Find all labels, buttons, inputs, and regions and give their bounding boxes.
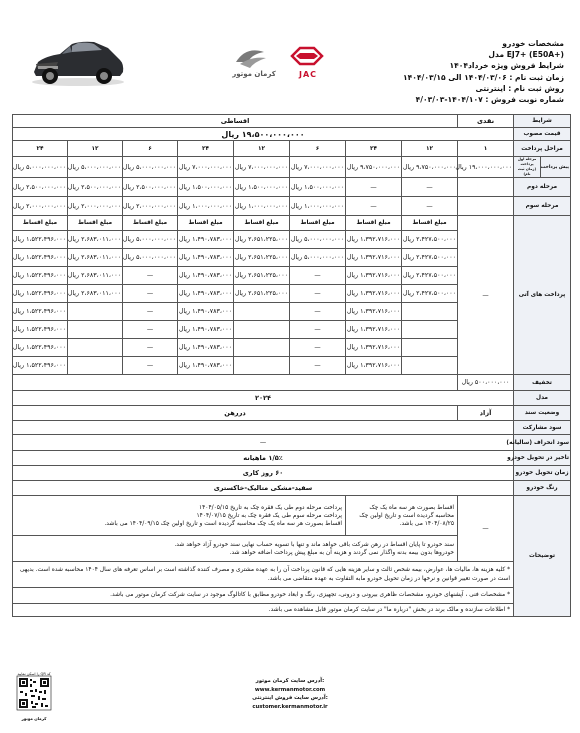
installment-cell: ۲،۶۵۱،۲۲۵،۰۰۰ ریال xyxy=(234,249,290,267)
installment-cell xyxy=(402,339,458,357)
first-stage-label: پیش پرداخت xyxy=(541,157,571,178)
color-value: سفید-مشکی متالیک-خاکستری xyxy=(13,481,514,496)
installment-cell xyxy=(68,303,123,321)
site-link-2[interactable]: customer.kermanmotor.ir xyxy=(252,703,328,710)
third-stage-cell: ۱،۰۰۰،۰۰۰،۰۰۰ ریال xyxy=(290,197,346,216)
first-stage-cell: ۷،۰۰۰،۰۰۰،۰۰۰ ریال xyxy=(290,157,346,178)
row-notes-4 xyxy=(13,588,571,604)
first-stage-cell: ۹،۷۵۰،۰۰۰،۰۰۰ ریال xyxy=(346,157,402,178)
status-label: وضعیت سند xyxy=(514,406,571,421)
stages-label: مراحل پرداخت xyxy=(514,141,571,157)
installment-cell: ۲،۶۸۳،۰۱۱،۰۰۰ ریال xyxy=(68,267,123,285)
installment-cell xyxy=(234,357,290,375)
info-terms: شرایط فروش ویژه خرداد۱۴۰۴ xyxy=(449,61,564,71)
row-price xyxy=(13,128,571,141)
installment-cell: ۱،۵۲۲،۴۹۶،۰۰۰ ریال xyxy=(13,321,68,339)
row-notes-3 xyxy=(13,562,571,588)
installments-cash: — xyxy=(458,216,514,375)
installment-cell: ۲،۶۸۳،۰۱۱،۰۰۰ ریال xyxy=(68,249,123,267)
installment-cell: ۱،۳۹۲،۷۱۶،۰۰۰ ریال xyxy=(346,267,402,285)
site-link-1[interactable]: www.kermanmotor.com xyxy=(254,686,326,693)
status-installment: دررهن xyxy=(13,406,458,421)
row-discount xyxy=(13,375,571,391)
installment-cell: — xyxy=(123,267,178,285)
delivery-value: ۶۰ روز کاری xyxy=(13,466,514,481)
kerman-motor-logo xyxy=(230,42,330,86)
third-stage-cell: — xyxy=(402,197,458,216)
installment-cell: ۱،۵۲۲،۴۹۶،۰۰۰ ریال xyxy=(13,267,68,285)
info-title: مشخصات خودرو xyxy=(502,39,564,48)
row-delivery xyxy=(13,466,571,481)
row-color xyxy=(13,481,571,496)
second-stage-cell: ۱،۵۰۰،۰۰۰،۰۰۰ ریال xyxy=(234,178,290,197)
installment-cell: ۱،۳۹۲،۷۱۶،۰۰۰ ریال xyxy=(346,249,402,267)
installment-cell: ۲،۴۲۷،۵۰۰،۰۰۰ ریال xyxy=(402,231,458,249)
installment-cell xyxy=(402,357,458,375)
row-document-status xyxy=(13,406,571,421)
installment-cell: — xyxy=(123,303,178,321)
installment-head: مبلغ اقساط xyxy=(13,216,68,231)
installment-header: اقساطی xyxy=(13,115,458,128)
installment-head: مبلغ اقساط xyxy=(68,216,123,231)
row-installments-head xyxy=(13,216,571,231)
installment-cell: — xyxy=(123,339,178,357)
row-model xyxy=(13,391,571,406)
installment-cell: ۱،۳۹۲،۷۱۶،۰۰۰ ریال xyxy=(346,285,402,303)
second-stage-cell: ۲،۵۰۰،۰۰۰،۰۰۰ ریال xyxy=(68,178,123,197)
installment-cell xyxy=(68,321,123,339)
note-full xyxy=(13,536,458,562)
stage-col: ۲۴ xyxy=(13,141,68,157)
delivery-label: زمان تحویل خودرو xyxy=(514,466,571,481)
row-partnership xyxy=(13,421,571,435)
model-value: ۲۰۲۴ xyxy=(13,391,514,406)
row-stages xyxy=(13,141,571,157)
second-stage-cell: ۲،۵۰۰،۰۰۰،۰۰۰ ریال xyxy=(123,178,178,197)
installment-cell: — xyxy=(123,321,178,339)
installment-head: مبلغ اقساط xyxy=(234,216,290,231)
notes-cash: — xyxy=(458,496,514,562)
installment-cell: — xyxy=(290,285,346,303)
installment-cell: — xyxy=(290,321,346,339)
notes-label: توضیحات xyxy=(514,496,571,617)
qr-code xyxy=(15,672,53,720)
discount-label: تخفیف xyxy=(514,375,571,391)
installment-cell: ۱،۴۹۰،۷۸۳،۰۰۰ ریال xyxy=(178,231,234,249)
note-b3: اقساط بصورت هر سه ماه یک چک محاسبه گردیده است و تاریخ اولین چک ۱۴۰۴/۰۹/۱۵ می باشد. xyxy=(104,520,343,527)
third-stage-cell: ۲،۰۰۰،۰۰۰،۰۰۰ ریال xyxy=(68,197,123,216)
header xyxy=(0,0,580,110)
second-stage-cell: ۲،۵۰۰،۰۰۰،۰۰۰ ریال xyxy=(13,178,68,197)
installment-cell: ۱،۳۹۲،۷۱۶،۰۰۰ ریال xyxy=(346,339,402,357)
jac-text: JAC xyxy=(298,70,318,79)
row-notes-1 xyxy=(13,496,571,536)
row-notes-5 xyxy=(13,604,571,617)
installment-cell: ۱،۴۹۰،۷۸۳،۰۰۰ ریال xyxy=(178,303,234,321)
deviation-value: — xyxy=(13,435,514,451)
first-stage-cell: ۵،۰۰۰،۰۰۰،۰۰۰ ریال xyxy=(123,157,178,178)
second-stage-cell: — xyxy=(402,178,458,197)
installment-cell: ۱،۴۹۰،۷۸۳،۰۰۰ ریال xyxy=(178,339,234,357)
installment-cell: ۲،۶۸۳،۰۱۱،۰۰۰ ریال xyxy=(68,231,123,249)
note-installment-a: اقساط بصورت هر سه ماه یک چک محاسبه گردیده است و تاریخ اولین چک ۱۴۰۴/۰۸/۲۵ می باشد. xyxy=(346,496,458,536)
third-stage-cell: ۲،۰۰۰،۰۰۰،۰۰۰ ریال xyxy=(123,197,178,216)
note-installment-b xyxy=(13,496,346,536)
installment-cell: ۱،۳۹۲،۷۱۶،۰۰۰ ریال xyxy=(346,303,402,321)
installment-head: مبلغ اقساط xyxy=(290,216,346,231)
status-cash: آزاد xyxy=(458,406,514,421)
installment-cell: — xyxy=(123,285,178,303)
installment-cell xyxy=(68,339,123,357)
footer-sites xyxy=(195,677,385,711)
stage-col: ۱۲ xyxy=(68,141,123,157)
first-stage-cell: ۹،۷۵۰،۰۰۰،۰۰۰ ریال xyxy=(402,157,458,178)
info-registration-method: روش ثبت نام : اینترنتی xyxy=(475,83,564,93)
site-label-1: آدرس سایت کرمان موتور: xyxy=(255,678,325,684)
installment-cell: ۱،۴۹۰،۷۸۳،۰۰۰ ریال xyxy=(178,267,234,285)
partnership-label: سود مشارکت xyxy=(514,421,571,435)
row-delay xyxy=(13,451,571,466)
stage-col: ۶ xyxy=(123,141,178,157)
kerman-motor-text: کرمان موتور xyxy=(232,70,276,78)
installment-cell: ۱،۴۹۰،۷۸۳،۰۰۰ ریال xyxy=(178,249,234,267)
installment-cell: ۲،۶۵۱،۲۲۵،۰۰۰ ریال xyxy=(234,231,290,249)
installment-cell xyxy=(234,303,290,321)
installment-cell xyxy=(68,357,123,375)
installment-cell: ۲،۴۲۷،۵۰۰،۰۰۰ ریال xyxy=(402,285,458,303)
installment-cell: ۲،۶۵۱،۲۲۵،۰۰۰ ریال xyxy=(234,285,290,303)
note-full-2: خودروها بدون بیمه بدنه واگذار نمی گردند و هزینه آن به مبلغ پیش پرداخت اضافه خواهد شد. xyxy=(229,549,455,556)
general-note-2: * مشخصات فنی ، آپشنهای خودرو، مشخصات ظاهری بیرونی و درونی، تجهیزی، رنگ و ابعاد خودرو مطابق با کاتالوگ موجود در سایت شرکت کرمان موتور می باشد. xyxy=(13,588,514,604)
first-stage-cell: ۵،۰۰۰،۰۰۰،۰۰۰ ریال xyxy=(13,157,68,178)
installment-cell: ۵،۰۰۰،۰۰۰،۰۰۰ ریال xyxy=(290,249,346,267)
third-stage-cell: ۱،۰۰۰،۰۰۰،۰۰۰ ریال xyxy=(178,197,234,216)
installment-cell: ۱،۵۲۲،۴۹۶،۰۰۰ ریال xyxy=(13,285,68,303)
row-deviation xyxy=(13,435,571,451)
cash-header: نقدی xyxy=(458,115,514,128)
row-conditions xyxy=(13,115,571,128)
first-stage-cell: ۷،۰۰۰،۰۰۰،۰۰۰ ریال xyxy=(178,157,234,178)
first-stage-cell: ۱۹،۰۰۰،۰۰۰،۰۰۰ ریال xyxy=(458,157,514,178)
installment-cell: — xyxy=(123,357,178,375)
first-stage-cell: ۷،۰۰۰،۰۰۰،۰۰۰ ریال xyxy=(234,157,290,178)
site-label-2: آدرس سایت فروش اینترنتی: xyxy=(252,695,328,701)
price-value: ۱۹،۵۰۰،۰۰۰،۰۰۰ ریال xyxy=(13,128,514,141)
stage-col: ۱۲ xyxy=(402,141,458,157)
installment-cell: — xyxy=(290,267,346,285)
model-label: مدل xyxy=(514,391,571,406)
price-label: قیمت مصوب xyxy=(514,128,571,141)
third-stage-label: مرحله سوم xyxy=(514,197,571,216)
installment-cell: ۱،۳۹۲،۷۱۶،۰۰۰ ریال xyxy=(346,231,402,249)
installment-cell: ۲،۴۲۷،۵۰۰،۰۰۰ ریال xyxy=(402,267,458,285)
installment-cell xyxy=(234,339,290,357)
second-stage-cell: — xyxy=(346,178,402,197)
installment-head: مبلغ اقساط xyxy=(123,216,178,231)
brand-logos xyxy=(230,42,330,86)
installment-cell: ۵،۰۰۰،۰۰۰،۰۰۰ ریال xyxy=(290,231,346,249)
stage-col: ۱۲ xyxy=(234,141,290,157)
installment-cell: ۱،۵۲۲،۴۹۶،۰۰۰ ریال xyxy=(13,249,68,267)
installments-label: پرداخت های آتی xyxy=(514,216,571,375)
general-note-3: * اطلاعات سازنده و مالک برند در بخش "درباره ما" در سایت کرمان موتور قابل مشاهده می باشد. xyxy=(13,604,514,617)
installment-cell: ۱،۴۹۰،۷۸۳،۰۰۰ ریال xyxy=(178,285,234,303)
row-third-stage xyxy=(13,197,571,216)
discount-installment xyxy=(13,375,458,391)
installment-cell: — xyxy=(290,357,346,375)
installment-cell xyxy=(402,303,458,321)
row-first-stage xyxy=(13,157,571,178)
qr-caption-bottom: کرمان موتور xyxy=(21,716,47,721)
installment-cell: ۱،۳۹۲،۷۱۶،۰۰۰ ریال xyxy=(346,357,402,375)
deviation-label: سود انحراف (سالیانه) xyxy=(514,435,571,451)
stage-col: ۱ xyxy=(458,141,514,157)
stage-col: ۶ xyxy=(290,141,346,157)
sale-info xyxy=(354,38,564,105)
second-stage-cell xyxy=(458,178,514,197)
third-stage-cell: ۲،۰۰۰،۰۰۰،۰۰۰ ریال xyxy=(13,197,68,216)
installment-cell xyxy=(234,321,290,339)
installment-cell: ۲،۶۵۱،۲۲۵،۰۰۰ ریال xyxy=(234,267,290,285)
installment-head: مبلغ اقساط xyxy=(346,216,402,231)
installment-cell: ۲،۴۲۷،۵۰۰،۰۰۰ ریال xyxy=(402,249,458,267)
qr-caption-top: کد QR را اسکن نمایید xyxy=(17,672,51,676)
installment-cell: ۵،۰۰۰،۰۰۰،۰۰۰ ریال xyxy=(123,231,178,249)
installment-cell: ۵،۰۰۰،۰۰۰،۰۰۰ ریال xyxy=(123,249,178,267)
third-stage-cell xyxy=(458,197,514,216)
conditions-label: شرایط xyxy=(514,115,571,128)
row-second-stage xyxy=(13,178,571,197)
first-stage-cell: ۵،۰۰۰،۰۰۰،۰۰۰ ریال xyxy=(68,157,123,178)
jac-logo xyxy=(292,48,322,64)
first-stage-sub: مرحله اول پرداخت (زمان ثبت نام) xyxy=(514,157,541,178)
installment-head: مبلغ اقساط xyxy=(178,216,234,231)
second-stage-cell: ۱،۵۰۰،۰۰۰،۰۰۰ ریال xyxy=(290,178,346,197)
installment-cell: ۱،۴۹۰،۷۸۳،۰۰۰ ریال xyxy=(178,321,234,339)
installment-cell: ۱،۵۲۲،۴۹۶،۰۰۰ ریال xyxy=(13,231,68,249)
delay-label: تاخیر در تحویل خودرو xyxy=(514,451,571,466)
price-table xyxy=(12,114,571,617)
note-b1: پرداخت مرحله دوم طی یک فقره چک به تاریخ ۱۴۰۴/۰۵/۱۵ xyxy=(198,504,343,511)
car-image xyxy=(28,36,126,88)
delay-value: ۱/۵٪ ماهیانه xyxy=(13,451,514,466)
note-full-1: سند خودرو تا پایان اقساط در رهن شرکت باقی خواهد ماند و تنها با تسویه حساب نهایی سند خودرو آزاد خواهد شد. xyxy=(174,541,455,548)
installment-cell: ۱،۵۲۲،۴۹۶،۰۰۰ ریال xyxy=(13,357,68,375)
third-stage-cell: — xyxy=(346,197,402,216)
qr-code-icon xyxy=(15,676,53,712)
stage-col: ۲۴ xyxy=(346,141,402,157)
installment-cell: — xyxy=(290,303,346,321)
third-stage-cell: ۱،۰۰۰،۰۰۰،۰۰۰ ریال xyxy=(234,197,290,216)
second-stage-cell: ۱،۵۰۰،۰۰۰،۰۰۰ ریال xyxy=(178,178,234,197)
installment-cell: — xyxy=(290,339,346,357)
info-registration-time: زمان ثبت نام : ۱۴۰۴/۰۳/۰۶ الی ۱۴۰۴/۰۳/۱۵ xyxy=(403,72,564,82)
stage-col: ۲۴ xyxy=(178,141,234,157)
info-model: EJ7+ (E50A+) مدل xyxy=(488,50,564,60)
installment-cell: ۱،۳۹۲،۷۱۶،۰۰۰ ریال xyxy=(346,321,402,339)
installment-cell: ۲،۶۸۳،۰۱۱،۰۰۰ ریال xyxy=(68,285,123,303)
discount-value: ۵۰۰،۰۰۰،۰۰۰ ریال xyxy=(458,375,514,391)
installment-cell: ۱،۵۲۲،۴۹۶،۰۰۰ ریال xyxy=(13,339,68,357)
installment-cell: ۱،۵۲۲،۴۹۶،۰۰۰ ریال xyxy=(13,303,68,321)
partnership-value xyxy=(13,421,514,435)
color-label: رنگ خودرو xyxy=(514,481,571,496)
info-sale-number: شماره نوبت فروش : ۱۴۰۴/۱۰۷-۴/۰۳/۰۳ xyxy=(415,95,564,105)
general-note-1: * کلیه هزینه ها، مالیات ها، عوارض، بیمه شخص ثالث و سایر هزینه هایی که قانون پرداخت آن را به عهده مشتری و مصرف کننده گذاشته است بر اساس تعرفه های سال ۱۴۰۴ محاسبه شده است. بدیهی است در صورت تغییر قوانین و نرخها در زمان تحویل خودرو مابه التفاوت به عهده متقاضی می باشد. xyxy=(13,562,514,588)
installment-cell xyxy=(402,321,458,339)
installment-cell: ۱،۴۹۰،۷۸۳،۰۰۰ ریال xyxy=(178,357,234,375)
note-b2: پرداخت مرحله سوم طی یک فقره چک به تاریخ ۱۴۰۴/۰۷/۱۵ xyxy=(196,512,343,519)
second-stage-label: مرحله دوم xyxy=(514,178,571,197)
installment-head: مبلغ اقساط xyxy=(402,216,458,231)
